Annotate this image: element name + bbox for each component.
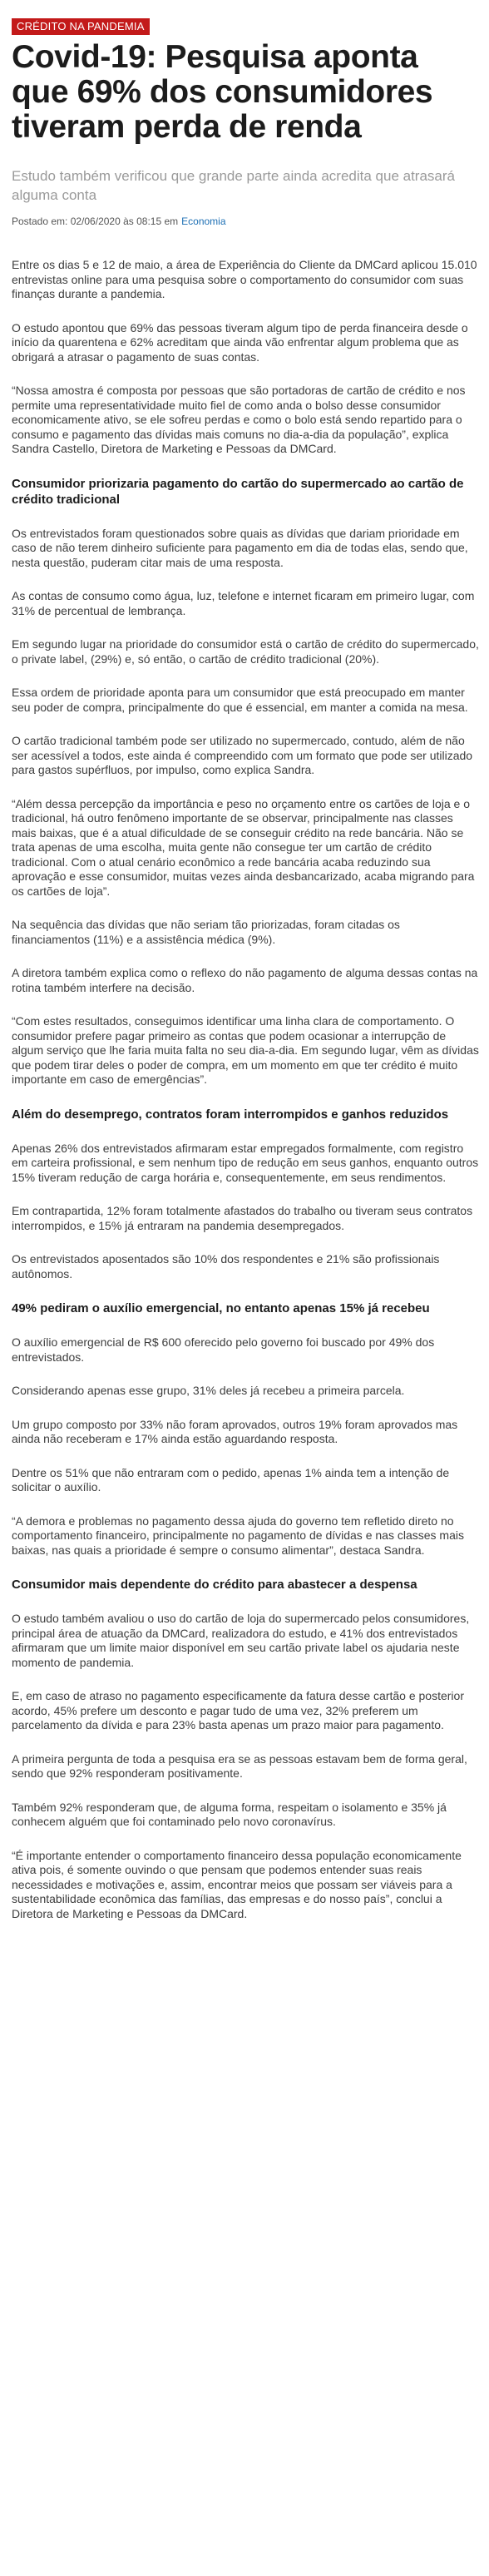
article-paragraph: Em segundo lugar na prioridade do consumidor está o cartão de crédito do supermercado, o private label, (29%) e, só então, o cartão de crédito tradicional (20%). [12,637,479,666]
article-paragraph: Considerando apenas esse grupo, 31% deles já recebeu a primeira parcela. [12,1384,405,1397]
quote-paragraph: “Com estes resultados, conseguimos identificar uma linha clara de comportamento. O consumidor prefere pagar primeiro as contas que podem ocasionar a interrupção de algum serviço que lhe faria muita falta no seu dia-a-dia. Em segundo lugar, vêm as dívidas que podem tirar deles o poder de compra, em um momento em que ter crédito é muito importante em caso de emergências”. [12,1014,479,1086]
article-paragraph: Apenas 26% dos entrevistados afirmaram estar empregados formalmente, com registro em carteira profissional, e sem nenhum tipo de redução em seus ganhos, enquanto outros 15% tiveram redução de carga horária e, consequentemente, em seus rendimentos. [12,1141,479,1184]
section-heading: Além do desemprego, contratos foram interrompidos e ganhos reduzidos [12,1107,449,1122]
quote-paragraph: “É importante entender o comportamento financeiro dessa população economicamente ativa pois, é somente ouvindo o que pensam que podemos entender suas reais necessidades e motivações e, assim, encontrar meios que possam ser viáveis para a sustentabilidade econômica das famílias, das empresas e do nosso país”, conclui a Diretora de Marketing e Pessoas da DMCard. [12,1848,462,1920]
article-paragraph: O auxílio emergencial de R$ 600 oferecido pelo governo foi buscado por 49% dos entrevistados. [12,1335,435,1364]
quote-paragraph: “A demora e problemas no pagamento dessa ajuda do governo tem refletido direto no comportamento financeiro, principalmente no pagamento de dívidas e nas classes mais baixas, nas quais a prioridade é sempre o consumo alimentar”, destaca Sandra. [12,1513,464,1557]
posted-date: Postado em: 02/06/2020 às 08:15 em [12,215,179,227]
section-heading: Consumidor mais dependente do crédito para abastecer a despensa [12,1578,417,1592]
article-paragraph: Os entrevistados aposentados são 10% dos respondentes e 21% são profissionais autônomos. [12,1252,440,1281]
article-meta [12,215,479,228]
section-heading: Consumidor priorizaria pagamento do cartão do supermercado ao cartão de crédito tradicional [12,476,464,507]
article-headline: Covid-19: Pesquisa aponta que 69% dos consumidores tiveram perda de renda [12,39,433,145]
section-link[interactable]: Economia [181,215,226,227]
article-paragraph: Dentre os 51% que não entraram com o pedido, apenas 1% ainda tem a intenção de solicitar o auxílio. [12,1465,450,1494]
quote-paragraph: “Além dessa percepção da importância e peso no orçamento entre os cartões de loja e o tradicional, há outro fenômeno importante de se observar, principalmente nas classes mais baixas, que é a atual dificuldade de se conseguir crédito na rede bancária. Não se trata apenas de uma escolha, muita gente não consegue ter um cartão de crédito tradicional. Com o atual cenário econômico a rede bancária acaba reduzindo sua aprovação e esse consumidor, muitas vezes ainda desbancarizado, acaba migrando para os cartões de loja”. [12,796,475,898]
section-heading: 49% pediram o auxílio emergencial, no entanto apenas 15% já recebeu [12,1301,430,1315]
article-paragraph: O estudo apontou que 69% das pessoas tiveram algum tipo de perda financeira desde o início da quarentena e 62% acreditam que ainda vão enfrentar algum problema que as obrigará a atrasar o pagamento de suas contas. [12,320,468,364]
article-paragraph: Também 92% responderam que, de alguma forma, respeitam o isolamento e 35% já conhecem alguém que foi contaminado pelo novo coronavírus. [12,1800,447,1828]
article-paragraph: Um grupo composto por 33% não foram aprovados, outros 19% foram aprovados mas ainda não receberam e 17% ainda estão aguardando resposta. [12,1417,458,1445]
article-paragraph: Os entrevistados foram questionados sobre quais as dívidas que dariam prioridade em caso de não terem dinheiro suficiente para pagamento em dia de todas elas, sendo que, nesta questão, puderam citar mais de uma resposta. [12,526,468,569]
article-paragraph: A diretora também explica como o reflexo do não pagamento de alguma dessas contas na rotina também interfere na decisão. [12,966,478,994]
article-paragraph: Essa ordem de prioridade aponta para um consumidor que está preocupado em manter seu poder de compra, principalmente do que é essencial, em manter a comida na mesa. [12,686,468,714]
article-paragraph: As contas de consumo como água, luz, telefone e internet ficaram em primeiro lugar, com 31% de percentual de lembrança. [12,589,475,617]
article-paragraph: E, em caso de atraso no pagamento especificamente da fatura desse cartão e posterior acordo, 45% prefere um desconto e pagar tudo de uma vez, 32% preferem um parcelamento da dívida e para 23% basta apenas um prazo maior para pagamento. [12,1689,464,1731]
article-paragraph: A primeira pergunta de toda a pesquisa era se as pessoas estavam bem de forma geral, sendo que 92% responderam positivamente. [12,1751,467,1780]
quote-paragraph: “Nossa amostra é composta por pessoas que são portadoras de cartão de crédito e nos permite uma representatividade muito fiel de como anda o bolso desse consumidor economicamente ativo, se ele sofreu perdas e como o bolo está sendo repartido para o consumo e pagamento das dívidas mais comuns no dia-a-dia da população”, explica Sandra Castello, Diretora de Marketing e Pessoas da DMCard. [12,384,466,455]
article-paragraph: O estudo também avaliou o uso do cartão de loja do supermercado pelos consumidores, principal área de atuação da DMCard, realizadora do estudo, e 41% dos entrevistados afirmaram que um limite maior disponível em seu cartão private label os ajudaria neste momento de pandemia. [12,1612,470,1669]
article-paragraph: O cartão tradicional também pode ser utilizado no supermercado, contudo, além de não ser acessível a todos, este ainda é compreendido com um formato que pode ser utilizado para gastos supérfluos, por impulso, como explica Sandra. [12,734,473,776]
category-tag[interactable]: CRÉDITO NA PANDEMIA [12,18,150,35]
article-body [12,258,479,1921]
article-subtitle: Estudo também verificou que grande parte ainda acredita que atrasará alguma conta [12,168,455,203]
article-paragraph: Entre os dias 5 e 12 de maio, a área de Experiência do Cliente da DMCard aplicou 15.010 entrevistas online para uma pesquisa sobre o comportamento do consumidor com suas finanças durante a pandemia. [12,258,477,300]
article-paragraph: Na sequência das dívidas que não seriam tão priorizadas, foram citadas os financiamentos (11%) e a assistência médica (9%). [12,918,400,946]
article-paragraph: Em contrapartida, 12% foram totalmente afastados do trabalho ou tiveram seus contratos interrompidos, e 15% já entraram na pandemia desempregados. [12,1204,473,1232]
